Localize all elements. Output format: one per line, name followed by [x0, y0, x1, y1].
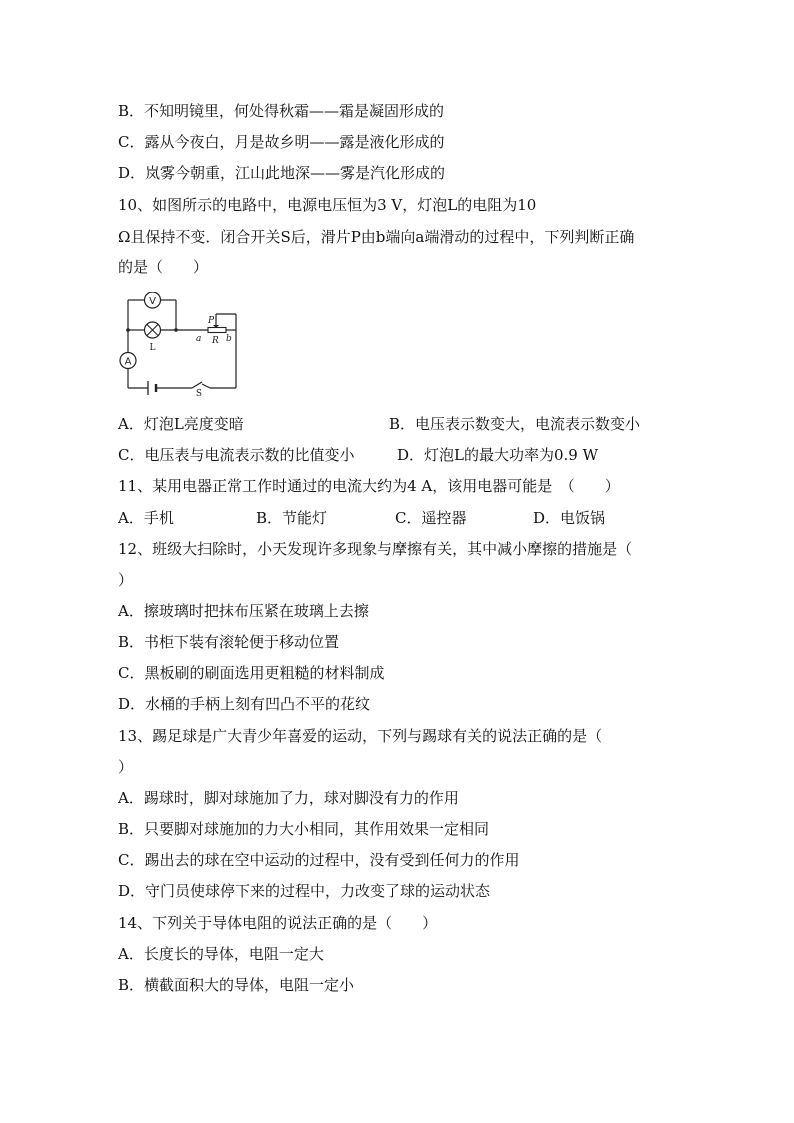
q10-option-c: C．电压表与电流表示数的比值变小 [118, 446, 355, 464]
q12-option-b: B．书柜下装有滚轮便于移动位置 [118, 633, 340, 651]
q13-option-d: D．守门员使球停下来的过程中，力改变了球的运动状态 [118, 882, 491, 900]
q13-option-c: C．踢出去的球在空中运动的过程中，没有受到任何力的作用 [118, 851, 520, 869]
battery-symbol [148, 381, 156, 395]
q11-option-b: B．节能灯 [256, 509, 328, 527]
end-a-label: a [196, 334, 202, 344]
question-14-stem: 14、下列关于导体电阻的说法正确的是（ ） [118, 914, 438, 932]
circuit-diagram [118, 292, 242, 396]
q10-option-d: D．灯泡L的最大功率为0.9 W [397, 446, 599, 464]
line-q9-option-b: B．不知明镜里，何处得秋霜——霜是凝固形成的 [118, 102, 445, 120]
lamp-label: L [149, 343, 156, 353]
question-13-stem-1: 13、踢足球是广大青少年喜爱的运动，下列与踢球有关的说法正确的是（ [118, 727, 603, 745]
q10-option-b: B．电压表示数变大，电流表示数变小 [389, 415, 641, 433]
q11-option-d: D．电饭锅 [533, 509, 606, 527]
voltmeter-label: V [149, 296, 156, 307]
voltmeter-symbol [145, 292, 161, 308]
q11-option-c: C．遥控器 [395, 509, 467, 527]
question-13-stem-2: ） [118, 758, 134, 776]
question-12-stem-1: 12、班级大扫除时，小天发现许多现象与摩擦有关，其中减小摩擦的措施是（ [118, 540, 633, 558]
q12-option-a: A．擦玻璃时把抹布压紧在玻璃上去擦 [118, 602, 369, 620]
lamp-symbol [145, 322, 161, 353]
ammeter-label: A [124, 356, 132, 368]
question-10-stem-1: 10、如图所示的电路中，电源电压恒为3 V，灯泡L的电阻为10 [118, 196, 537, 214]
question-10-stem-3: 的是（ ） [118, 258, 209, 276]
resistor-label: R [212, 336, 219, 346]
q12-option-d: D．水桶的手柄上刻有凹凸不平的花纹 [118, 695, 371, 713]
rheostat-symbol [196, 316, 232, 346]
q11-option-a: A．手机 [118, 509, 174, 527]
slider-label: P [208, 316, 215, 326]
q14-option-a: A．长度长的导体，电阻一定大 [118, 945, 324, 963]
q10-option-a: A．灯泡L亮度变暗 [118, 415, 244, 433]
line-q9-option-c: C．露从今夜白，月是故乡明——露是液化形成的 [118, 133, 445, 151]
q12-option-c: C．黑板刷的刷面选用更粗糙的材料制成 [118, 664, 385, 682]
question-12-stem-2: ） [118, 571, 134, 589]
question-10-stem-2: Ω且保持不变．闭合开关S后，滑片P由b端向a端滑动的过程中，下列判断正确 [118, 228, 635, 246]
switch-label: S [195, 389, 203, 396]
q14-option-b: B．横截面积大的导体，电阻一定小 [118, 976, 355, 994]
ammeter-symbol [120, 353, 136, 369]
end-b-label: b [226, 334, 232, 344]
question-11-stem: 11、某用电器正常工作时通过的电流大约为4 A，该用电器可能是 （ ） [118, 477, 620, 495]
line-q9-option-d: D．岚雾今朝重，江山此地深——雾是汽化形成的 [118, 164, 446, 182]
q13-option-b: B．只要脚对球施加的力大小相同，其作用效果一定相同 [118, 820, 490, 838]
q13-option-a: A．踢球时，脚对球施加了力，球对脚没有力的作用 [118, 789, 459, 807]
